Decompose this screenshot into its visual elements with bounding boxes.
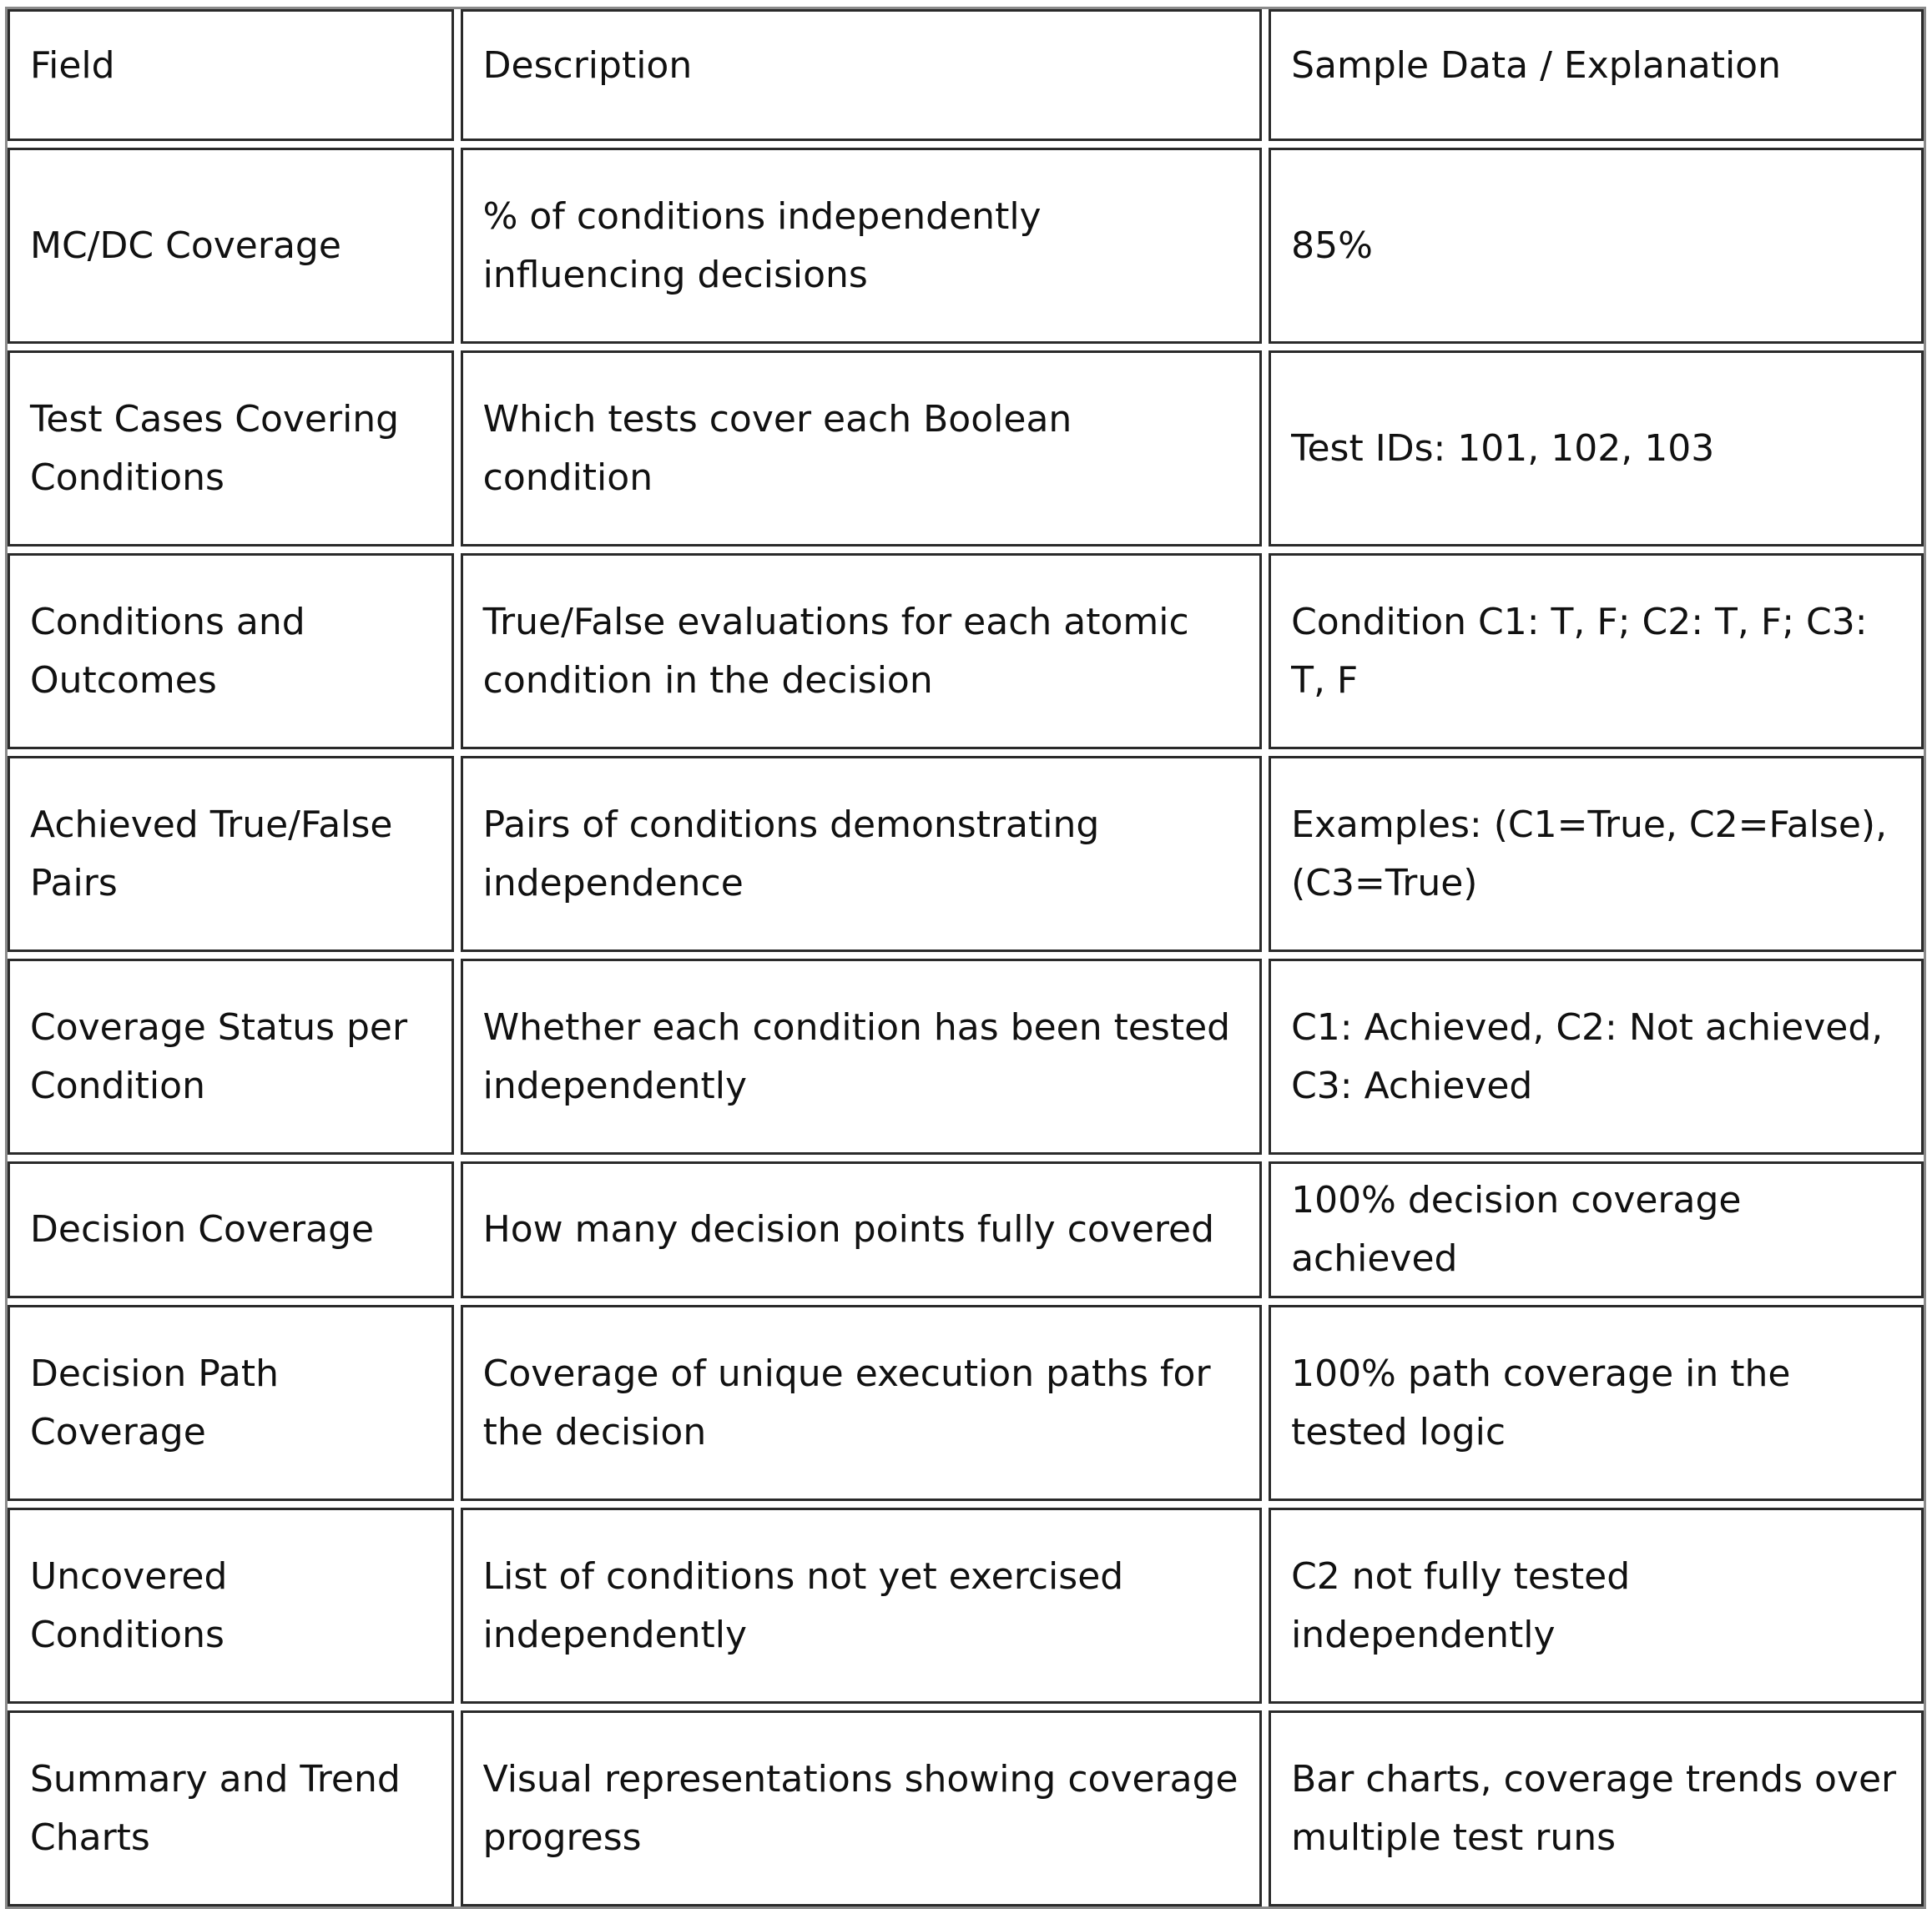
field-cell xyxy=(8,959,454,1155)
table-row xyxy=(8,553,1924,749)
cell-text: Conditions and Outcomes xyxy=(30,600,305,702)
sample-data-cell xyxy=(1269,959,1924,1155)
cell-text: % of conditions independently influencing decisions xyxy=(482,194,1042,296)
header-cell-description xyxy=(461,9,1262,141)
table-row xyxy=(8,1305,1924,1501)
field-cell xyxy=(8,1161,454,1298)
cell-text: Decision Coverage xyxy=(30,1208,375,1251)
cell-text: Pairs of conditions demonstrating independence xyxy=(482,803,1100,904)
table-row xyxy=(8,1161,1924,1298)
field-cell xyxy=(8,1710,454,1906)
cell-text: 100% decision coverage achieved xyxy=(1291,1179,1742,1280)
cell-text: C2 not fully tested independently xyxy=(1291,1554,1631,1656)
field-cell xyxy=(8,1305,454,1501)
cell-text: C1: Achieved, C2: Not achieved, C3: Achieved xyxy=(1291,1005,1884,1107)
cell-text: List of conditions not yet exercised independently xyxy=(482,1554,1124,1656)
cell-text: Test Cases Covering Conditions xyxy=(30,397,400,499)
cell-text: Summary and Trend Charts xyxy=(30,1757,401,1859)
table-row xyxy=(8,959,1924,1155)
cell-text: True/False evaluations for each atomic condition in the decision xyxy=(482,600,1189,702)
cell-text: Visual representations showing coverage progress xyxy=(482,1757,1238,1859)
field-cell xyxy=(8,553,454,749)
description-cell xyxy=(461,756,1262,952)
description-cell xyxy=(461,1161,1262,1298)
header-cell-sample-data xyxy=(1269,9,1924,141)
cell-text: Achieved True/False Pairs xyxy=(30,803,393,904)
description-cell xyxy=(461,350,1262,547)
description-cell xyxy=(461,553,1262,749)
table-row xyxy=(8,148,1924,344)
cell-text: Condition C1: T, F; C2: T, F; C3: T, F xyxy=(1291,600,1868,702)
cell-text: Coverage Status per Condition xyxy=(30,1005,408,1107)
sample-data-cell xyxy=(1269,1305,1924,1501)
sample-data-cell xyxy=(1269,553,1924,749)
description-cell xyxy=(461,1305,1262,1501)
cell-text: 85% xyxy=(1291,224,1373,267)
cell-text: Which tests cover each Boolean condition xyxy=(482,397,1072,499)
description-cell xyxy=(461,959,1262,1155)
table-header-row xyxy=(8,9,1924,141)
cell-text: Examples: (C1=True, C2=False), (C3=True) xyxy=(1291,803,1888,904)
table-row xyxy=(8,350,1924,547)
sample-data-cell xyxy=(1269,148,1924,344)
sample-data-cell xyxy=(1269,1508,1924,1704)
description-cell xyxy=(461,1508,1262,1704)
header-label: Field xyxy=(30,44,115,87)
cell-text: MC/DC Coverage xyxy=(30,224,341,267)
field-cell xyxy=(8,148,454,344)
sample-data-cell xyxy=(1269,1710,1924,1906)
description-cell xyxy=(461,148,1262,344)
cell-text: Decision Path Coverage xyxy=(30,1352,279,1453)
cell-text: 100% path coverage in the tested logic xyxy=(1291,1352,1791,1453)
cell-text: Uncovered Conditions xyxy=(30,1554,228,1656)
header-label: Sample Data / Explanation xyxy=(1291,44,1781,87)
header-cell-field xyxy=(8,9,454,141)
field-cell xyxy=(8,756,454,952)
table-row xyxy=(8,1508,1924,1704)
field-cell xyxy=(8,1508,454,1704)
field-cell xyxy=(8,350,454,547)
cell-text: Whether each condition has been tested independently xyxy=(482,1005,1231,1107)
coverage-table xyxy=(5,7,1926,1909)
sample-data-cell xyxy=(1269,756,1924,952)
table-row xyxy=(8,1710,1924,1906)
header-label: Description xyxy=(482,44,693,87)
sample-data-cell xyxy=(1269,1161,1924,1298)
cell-text: How many decision points fully covered xyxy=(482,1208,1215,1251)
cell-text: Test IDs: 101, 102, 103 xyxy=(1291,426,1715,470)
sample-data-cell xyxy=(1269,350,1924,547)
cell-text: Bar charts, coverage trends over multiple test runs xyxy=(1291,1757,1897,1859)
cell-text: Coverage of unique execution paths for the decision xyxy=(482,1352,1211,1453)
table-row xyxy=(8,756,1924,952)
description-cell xyxy=(461,1710,1262,1906)
